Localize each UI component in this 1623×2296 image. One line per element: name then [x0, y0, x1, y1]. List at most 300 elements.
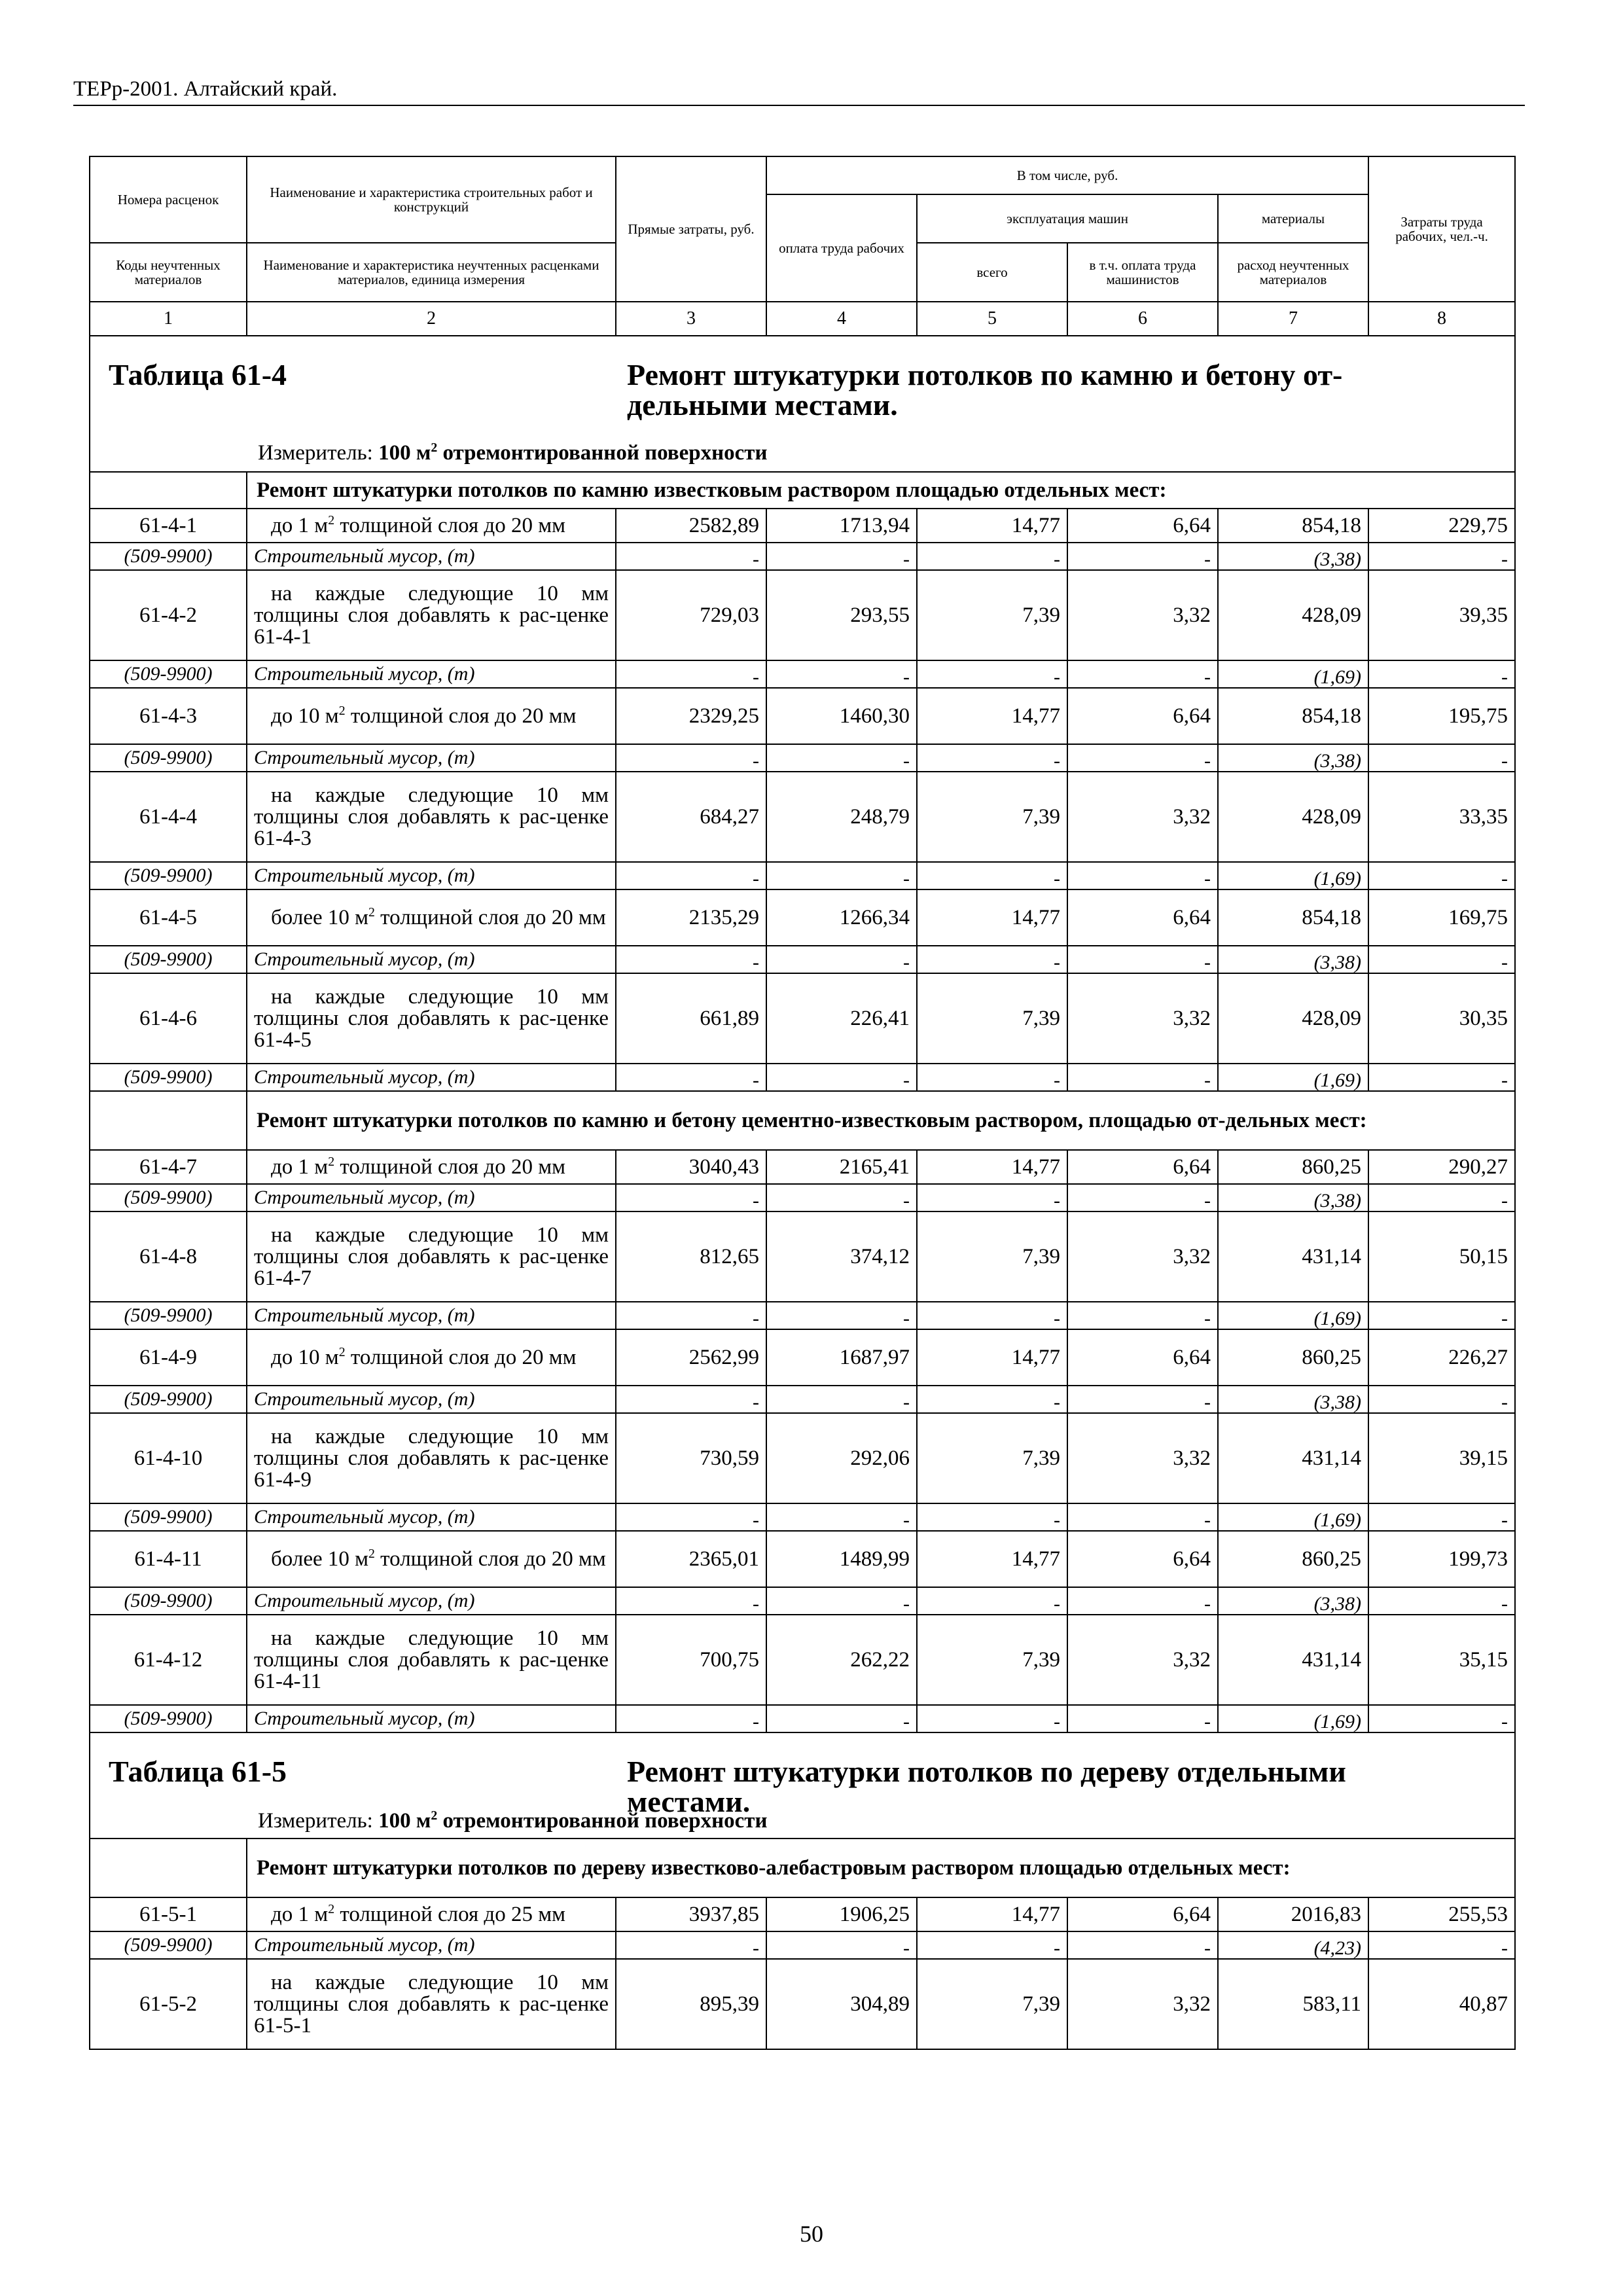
labor-pay: 1460,30	[766, 688, 917, 744]
machines-operator-pay: 6,64	[1067, 688, 1218, 744]
dash: -	[616, 1503, 766, 1531]
rate-code: 61-4-9	[90, 1329, 247, 1386]
materials-cost: 583,11	[1218, 1959, 1368, 2049]
materials-cost: 860,25	[1218, 1531, 1368, 1587]
labor-pay: 292,06	[766, 1413, 917, 1503]
page-number: 50	[800, 2221, 823, 2247]
machines-operator-pay: 3,32	[1067, 1211, 1218, 1302]
col-machines: эксплуатация машин	[917, 194, 1218, 243]
dash: -	[1067, 1184, 1218, 1211]
rate-description-sup: 2	[368, 1546, 375, 1561]
materials-cost: 860,25	[1218, 1329, 1368, 1386]
machines-total: 14,77	[917, 1150, 1067, 1184]
material-code: (509-9900)	[90, 1587, 247, 1615]
machines-operator-pay: 3,32	[1067, 1615, 1218, 1705]
machines-operator-pay: 6,64	[1067, 1897, 1218, 1931]
labor-pay: 1489,99	[766, 1531, 917, 1587]
rate-description-text-b: толщиной слоя до 20 мм	[334, 513, 565, 537]
rate-row	[90, 973, 1515, 1064]
col-materials: материалы	[1218, 194, 1368, 243]
material-quantity: (3,38)	[1218, 1587, 1368, 1615]
machines-total: 14,77	[917, 509, 1067, 543]
material-row	[90, 1302, 1515, 1329]
dash: -	[917, 1184, 1067, 1211]
material-code: (509-9900)	[90, 862, 247, 889]
rate-code: 61-4-12	[90, 1615, 247, 1705]
machines-total: 7,39	[917, 1959, 1067, 2049]
direct-costs: 2582,89	[616, 509, 766, 543]
rate-row	[90, 1959, 1515, 2049]
direct-costs: 700,75	[616, 1615, 766, 1705]
materials-cost: 431,14	[1218, 1211, 1368, 1302]
machines-operator-pay: 3,32	[1067, 570, 1218, 660]
col-machines-total: всего	[917, 243, 1067, 302]
col-number: 1	[90, 302, 247, 336]
rate-description	[247, 1959, 616, 2049]
material-quantity: (1,69)	[1218, 660, 1368, 688]
machines-total: 7,39	[917, 570, 1067, 660]
meter-prefix: Измеритель:	[258, 441, 373, 465]
rate-description	[247, 570, 616, 660]
rate-description-text-b: толщиной слоя до 25 мм	[334, 1902, 565, 1926]
material-code: (509-9900)	[90, 1064, 247, 1091]
dash: -	[917, 946, 1067, 973]
dash: -	[917, 1705, 1067, 1732]
rate-description	[247, 509, 616, 543]
table-label: Таблица 61-4	[109, 358, 287, 391]
col-rate-number: Номера расценок	[90, 156, 247, 243]
col-number: 5	[917, 302, 1067, 336]
dash: -	[1067, 946, 1218, 973]
dash: -	[766, 1386, 917, 1413]
dash: -	[766, 1587, 917, 1615]
dash: -	[1368, 862, 1515, 889]
material-name: Строительный мусор, (т)	[247, 946, 616, 973]
rate-code: 61-5-1	[90, 1897, 247, 1931]
material-code: (509-9900)	[90, 1302, 247, 1329]
machines-operator-pay: 3,32	[1067, 772, 1218, 862]
dash: -	[1368, 1931, 1515, 1959]
material-row	[90, 543, 1515, 570]
rate-code: 61-4-3	[90, 688, 247, 744]
col-number: 6	[1067, 302, 1218, 336]
rate-description-text: на каждые следующие 10 мм толщины слоя добавлять к рас-ценке 61-4-7	[254, 1223, 609, 1290]
rate-description-sup: 2	[328, 512, 335, 528]
col-number: 2	[247, 302, 616, 336]
machines-operator-pay: 3,32	[1067, 1413, 1218, 1503]
dash: -	[1368, 1302, 1515, 1329]
rate-description-sup: 2	[328, 1154, 335, 1169]
dash: -	[1368, 660, 1515, 688]
meter-sup: 2	[431, 440, 438, 455]
rate-description-text: до 1 м	[271, 513, 329, 537]
meter-value: 100 м	[378, 1809, 431, 1833]
subsection-heading: Ремонт штукатурки потолков по камню известковым раствором площадью отдельных мест:	[247, 472, 1515, 509]
materials-cost: 860,25	[1218, 1150, 1368, 1184]
subsection-row	[90, 1839, 1515, 1897]
material-name: Строительный мусор, (т)	[247, 660, 616, 688]
material-code: (509-9900)	[90, 946, 247, 973]
meter-unit	[378, 1809, 767, 1833]
rate-description-sup: 2	[338, 1344, 346, 1359]
rate-code: 61-4-1	[90, 509, 247, 543]
dash: -	[616, 862, 766, 889]
dash: -	[616, 1302, 766, 1329]
rate-row	[90, 889, 1515, 946]
labor-hours: 290,27	[1368, 1150, 1515, 1184]
dash: -	[766, 1064, 917, 1091]
rates-table	[89, 156, 1516, 2050]
col-number: 3	[616, 302, 766, 336]
dash: -	[1067, 862, 1218, 889]
meter-unit	[378, 441, 767, 465]
rate-description-text-b: толщиной слоя до 20 мм	[374, 1547, 606, 1571]
rate-description-text: до 1 м	[271, 1902, 329, 1926]
labor-pay: 304,89	[766, 1959, 917, 2049]
material-row	[90, 660, 1515, 688]
dash: -	[1368, 1064, 1515, 1091]
direct-costs: 2329,25	[616, 688, 766, 744]
labor-hours: 199,73	[1368, 1531, 1515, 1587]
dash: -	[1067, 1931, 1218, 1959]
direct-costs: 684,27	[616, 772, 766, 862]
table-title: Ремонт штукатурки потолков по дереву отдельными местами.	[627, 1755, 1346, 1818]
machines-operator-pay: 6,64	[1067, 1531, 1218, 1587]
rate-row	[90, 1150, 1515, 1184]
rate-description	[247, 1150, 616, 1184]
direct-costs: 812,65	[616, 1211, 766, 1302]
rate-description-sup: 2	[368, 905, 375, 920]
direct-costs: 730,59	[616, 1413, 766, 1503]
rate-row	[90, 570, 1515, 660]
direct-costs: 3937,85	[616, 1897, 766, 1931]
material-quantity: (1,69)	[1218, 1503, 1368, 1531]
material-code: (509-9900)	[90, 1931, 247, 1959]
material-code: (509-9900)	[90, 1184, 247, 1211]
dash: -	[917, 862, 1067, 889]
material-row	[90, 1386, 1515, 1413]
material-name: Строительный мусор, (т)	[247, 862, 616, 889]
dash: -	[616, 660, 766, 688]
table-title-cell	[90, 336, 1515, 472]
dash: -	[616, 744, 766, 772]
dash: -	[766, 1503, 917, 1531]
dash: -	[1067, 1705, 1218, 1732]
rate-description-text-b: толщиной слоя до 20 мм	[345, 1345, 577, 1369]
labor-hours: 50,15	[1368, 1211, 1515, 1302]
rate-description	[247, 889, 616, 946]
labor-hours: 39,35	[1368, 570, 1515, 660]
material-name: Строительный мусор, (т)	[247, 543, 616, 570]
labor-pay: 1266,34	[766, 889, 917, 946]
dash: -	[766, 1302, 917, 1329]
rate-description-text-b: толщиной слоя до 20 мм	[334, 1155, 565, 1179]
dash: -	[1368, 1386, 1515, 1413]
material-quantity: (1,69)	[1218, 862, 1368, 889]
subsection-row	[90, 1091, 1515, 1150]
dash: -	[917, 1931, 1067, 1959]
dash: -	[1067, 1386, 1218, 1413]
meter-prefix: Измеритель:	[258, 1809, 373, 1833]
rate-description	[247, 772, 616, 862]
dash: -	[917, 543, 1067, 570]
materials-cost: 854,18	[1218, 509, 1368, 543]
dash: -	[917, 744, 1067, 772]
rate-row	[90, 688, 1515, 744]
labor-hours: 229,75	[1368, 509, 1515, 543]
rate-description-text: более 10 м	[271, 905, 368, 929]
table-title-cell	[90, 1732, 1515, 1839]
col-labor-cost: Затраты труда рабочих, чел.-ч.	[1368, 156, 1515, 302]
material-name: Строительный мусор, (т)	[247, 1587, 616, 1615]
labor-pay: 248,79	[766, 772, 917, 862]
subsection-heading: Ремонт штукатурки потолков по камню и бетону цементно-известковым раствором, площадью от-дельных мест:	[247, 1091, 1515, 1150]
machines-total: 7,39	[917, 1615, 1067, 1705]
labor-pay: 226,41	[766, 973, 917, 1064]
rate-description-text: на каждые следующие 10 мм толщины слоя добавлять к рас-ценке 61-4-3	[254, 783, 609, 850]
materials-cost: 428,09	[1218, 772, 1368, 862]
dash: -	[1368, 1587, 1515, 1615]
machines-total: 14,77	[917, 1897, 1067, 1931]
material-name: Строительный мусор, (т)	[247, 1705, 616, 1732]
dash: -	[1368, 543, 1515, 570]
machines-total: 7,39	[917, 973, 1067, 1064]
material-code: (509-9900)	[90, 1705, 247, 1732]
rate-description-text-b: толщиной слоя до 20 мм	[374, 905, 606, 929]
direct-costs: 3040,43	[616, 1150, 766, 1184]
rate-description	[247, 1211, 616, 1302]
col-direct-costs: Прямые затраты, руб.	[616, 156, 766, 302]
rate-description	[247, 1329, 616, 1386]
dash: -	[917, 1064, 1067, 1091]
dash: -	[917, 660, 1067, 688]
labor-pay: 1687,97	[766, 1329, 917, 1386]
dash: -	[917, 1302, 1067, 1329]
labor-pay: 1906,25	[766, 1897, 917, 1931]
rate-description-text: до 10 м	[271, 704, 339, 728]
table-meter	[258, 1810, 767, 1832]
rate-description-text: до 10 м	[271, 1345, 339, 1369]
material-code: (509-9900)	[90, 1386, 247, 1413]
rate-description-text: на каждые следующие 10 мм толщины слоя добавлять к рас-ценке 61-4-9	[254, 1424, 609, 1492]
rate-description	[247, 688, 616, 744]
machines-operator-pay: 6,64	[1067, 509, 1218, 543]
material-quantity: (1,69)	[1218, 1705, 1368, 1732]
machines-total: 7,39	[917, 1211, 1067, 1302]
subsection-heading: Ремонт штукатурки потолков по дереву известково-алебастровым раствором площадью отдельных мест:	[247, 1839, 1515, 1897]
labor-hours: 33,35	[1368, 772, 1515, 862]
machines-operator-pay: 3,32	[1067, 973, 1218, 1064]
table-title: Ремонт штукатурки потолков по камню и бетону от-дельными местами.	[627, 358, 1343, 422]
rate-code: 61-4-11	[90, 1531, 247, 1587]
dash: -	[766, 1705, 917, 1732]
dash: -	[917, 1587, 1067, 1615]
materials-cost: 428,09	[1218, 973, 1368, 1064]
dash: -	[616, 543, 766, 570]
dash: -	[1368, 1705, 1515, 1732]
col-incl-rub: В том числе, руб.	[766, 156, 1368, 194]
rate-row	[90, 1329, 1515, 1386]
material-row	[90, 1503, 1515, 1531]
table-label: Таблица 61-5	[109, 1755, 287, 1788]
material-row	[90, 1931, 1515, 1959]
dash: -	[616, 1705, 766, 1732]
col-materials-unaccounted: расход неучтенных материалов	[1218, 243, 1368, 302]
dash: -	[1368, 1503, 1515, 1531]
rate-description	[247, 973, 616, 1064]
col-number: 4	[766, 302, 917, 336]
rate-description-text: на каждые следующие 10 мм толщины слоя добавлять к рас-ценке 61-5-1	[254, 1970, 609, 2037]
direct-costs: 661,89	[616, 973, 766, 1064]
direct-costs: 729,03	[616, 570, 766, 660]
dash: -	[1067, 1587, 1218, 1615]
rate-code: 61-4-2	[90, 570, 247, 660]
material-quantity: (1,69)	[1218, 1064, 1368, 1091]
labor-hours: 226,27	[1368, 1329, 1515, 1386]
subsection-row	[90, 472, 1515, 509]
material-row	[90, 744, 1515, 772]
meter-suffix: отремонтированной поверхности	[442, 441, 768, 465]
direct-costs: 2562,99	[616, 1329, 766, 1386]
rate-code: 61-4-8	[90, 1211, 247, 1302]
materials-cost: 2016,83	[1218, 1897, 1368, 1931]
labor-hours: 169,75	[1368, 889, 1515, 946]
dash: -	[616, 1386, 766, 1413]
dash: -	[616, 1587, 766, 1615]
material-name: Строительный мусор, (т)	[247, 1386, 616, 1413]
materials-cost: 854,18	[1218, 688, 1368, 744]
material-code: (509-9900)	[90, 744, 247, 772]
machines-operator-pay: 6,64	[1067, 1329, 1218, 1386]
rate-description-sup: 2	[338, 703, 346, 718]
labor-pay: 374,12	[766, 1211, 917, 1302]
rate-description-sup: 2	[328, 1901, 335, 1916]
dash: -	[766, 946, 917, 973]
rate-code: 61-4-5	[90, 889, 247, 946]
labor-hours: 35,15	[1368, 1615, 1515, 1705]
machines-total: 7,39	[917, 1413, 1067, 1503]
labor-hours: 30,35	[1368, 973, 1515, 1064]
rate-description-text: на каждые следующие 10 мм толщины слоя добавлять к рас-ценке 61-4-11	[254, 1626, 609, 1693]
labor-pay: 293,55	[766, 570, 917, 660]
material-quantity: (3,38)	[1218, 1184, 1368, 1211]
labor-pay: 2165,41	[766, 1150, 917, 1184]
meter-sup: 2	[431, 1808, 438, 1823]
dash: -	[1368, 946, 1515, 973]
material-row	[90, 862, 1515, 889]
dash: -	[1067, 660, 1218, 688]
machines-operator-pay: 6,64	[1067, 1150, 1218, 1184]
dash: -	[616, 1184, 766, 1211]
materials-cost: 431,14	[1218, 1413, 1368, 1503]
table-title-row	[90, 336, 1515, 472]
dash: -	[1067, 1503, 1218, 1531]
rate-row	[90, 1211, 1515, 1302]
table-meter	[258, 442, 767, 464]
material-name: Строительный мусор, (т)	[247, 1184, 616, 1211]
dash: -	[1368, 744, 1515, 772]
material-code: (509-9900)	[90, 1503, 247, 1531]
rate-code: 61-4-7	[90, 1150, 247, 1184]
materials-cost: 854,18	[1218, 889, 1368, 946]
rate-description-text-b: толщиной слоя до 20 мм	[345, 704, 577, 728]
rate-description	[247, 1615, 616, 1705]
dash: -	[766, 1184, 917, 1211]
labor-pay: 262,22	[766, 1615, 917, 1705]
material-quantity: (3,38)	[1218, 744, 1368, 772]
dash: -	[1067, 1302, 1218, 1329]
table-title-row	[90, 1732, 1515, 1839]
subsection-spacer	[90, 1839, 247, 1897]
material-quantity: (4,23)	[1218, 1931, 1368, 1959]
material-quantity: (3,38)	[1218, 543, 1368, 570]
material-name: Строительный мусор, (т)	[247, 1503, 616, 1531]
dash: -	[1368, 1184, 1515, 1211]
header-rule	[73, 105, 1525, 106]
material-code: (509-9900)	[90, 543, 247, 570]
machines-total: 7,39	[917, 772, 1067, 862]
dash: -	[616, 1064, 766, 1091]
material-code: (509-9900)	[90, 660, 247, 688]
meter-suffix: отремонтированной поверхности	[442, 1809, 768, 1833]
rate-code: 61-4-6	[90, 973, 247, 1064]
rate-code: 61-4-4	[90, 772, 247, 862]
material-quantity: (1,69)	[1218, 1302, 1368, 1329]
labor-hours: 39,15	[1368, 1413, 1515, 1503]
col-work-name: Наименование и характеристика строительных работ и конструкций	[247, 156, 616, 243]
direct-costs: 2365,01	[616, 1531, 766, 1587]
dash: -	[1067, 1064, 1218, 1091]
material-row	[90, 1064, 1515, 1091]
direct-costs: 2135,29	[616, 889, 766, 946]
material-row	[90, 1705, 1515, 1732]
material-row	[90, 1184, 1515, 1211]
materials-cost: 428,09	[1218, 570, 1368, 660]
rate-code: 61-5-2	[90, 1959, 247, 2049]
rate-row	[90, 1531, 1515, 1587]
running-title: ТЕРр-2001. Алтайский край.	[73, 77, 338, 101]
rate-row	[90, 1615, 1515, 1705]
rate-description	[247, 1531, 616, 1587]
dash: -	[616, 1931, 766, 1959]
dash: -	[766, 660, 917, 688]
dash: -	[766, 543, 917, 570]
rate-code: 61-4-10	[90, 1413, 247, 1503]
material-name: Строительный мусор, (т)	[247, 1931, 616, 1959]
subsection-spacer	[90, 472, 247, 509]
rate-description	[247, 1897, 616, 1931]
dash: -	[1067, 543, 1218, 570]
material-name: Строительный мусор, (т)	[247, 1302, 616, 1329]
col-labor-pay: оплата труда рабочих	[766, 194, 917, 302]
labor-hours: 255,53	[1368, 1897, 1515, 1931]
dash: -	[917, 1386, 1067, 1413]
rate-row	[90, 1413, 1515, 1503]
subsection-spacer	[90, 1091, 247, 1150]
dash: -	[616, 946, 766, 973]
rate-row	[90, 509, 1515, 543]
material-name: Строительный мусор, (т)	[247, 1064, 616, 1091]
machines-total: 14,77	[917, 1329, 1067, 1386]
dash: -	[766, 744, 917, 772]
rate-row	[90, 772, 1515, 862]
col-machines-operator-pay: в т.ч. оплата труда машинистов	[1067, 243, 1218, 302]
rate-description-text: на каждые следующие 10 мм толщины слоя добавлять к рас-ценке 61-4-1	[254, 581, 609, 649]
rate-description-text: более 10 м	[271, 1547, 368, 1571]
dash: -	[917, 1503, 1067, 1531]
dash: -	[766, 862, 917, 889]
rate-description-text: до 1 м	[271, 1155, 329, 1179]
